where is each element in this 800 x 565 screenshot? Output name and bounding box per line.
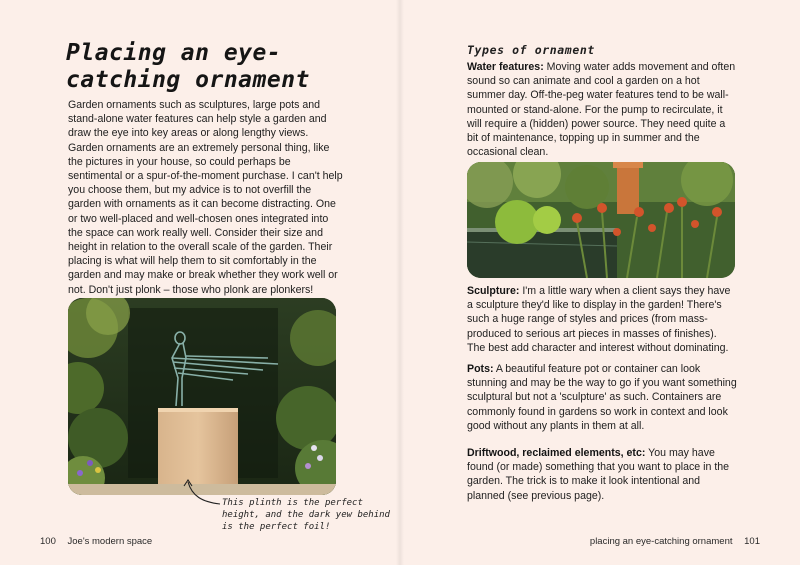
sculpture-illustration	[68, 298, 336, 495]
left-folio	[40, 536, 152, 547]
pots-term: Pots:	[467, 363, 494, 375]
photo-caption: This plinth is the perfect height, and the dark yew behind is the perfect foil!	[222, 498, 390, 532]
water-feature-illustration	[467, 162, 735, 278]
water-features-text: Moving water adds movement and often sound so can animate and cool a garden on a hot summer day. Off-the-peg water features tend to be wall-mounted or stand-alone. For the pump to recirculate, it will require a (hidden) power source. They need quite a bit of maintenance, topping up in summer and the occasional clean.	[467, 61, 736, 159]
sculpture-text: I'm a little wary when a client says they have a sculpture they'd like to display in the garden! There's such a huge range of styles and prices (from mass-produced to serious art pieces in masses of finishes). The best add character and interest without dominating.	[467, 285, 731, 354]
sculpture-term: Sculpture:	[467, 285, 520, 297]
page-number: 100	[40, 536, 56, 547]
intro-paragraph: Garden ornaments such as sculptures, large pots and stand-alone water features can help style a garden and draw the eye into key areas or along lengthy views. Garden ornaments are an extremely personal thing, like the pictures in your house, so could perhaps be sentimental or a spur-of-the-moment purchase. I can't help you choose them, but my advice is to not overfill the garden with ornaments as it can become distracting. One or two well-placed and well-chosen ones integrated into the space can work really well. Consider their size and height in relation to the overall scale of the garden. Their placing is what will help them to sit comfortably in the garden and may make or break whether they work well or not. Don't just plonk – those who plonk are plonkers!	[68, 99, 343, 296]
pots-paragraph	[467, 362, 737, 433]
right-folio	[590, 536, 760, 547]
water-feature-photo	[467, 162, 735, 278]
driftwood-paragraph	[467, 446, 737, 503]
pots-text: A beautiful feature pot or container can look stunning and may be the way to go if you want something sculptural but not a 'sculpture' as such. Containers are commonly found in gardens so work in context and look good without any plants in them at all.	[467, 363, 737, 432]
driftwood-term: Driftwood, reclaimed elements, etc:	[467, 447, 646, 459]
water-features-term: Water features:	[467, 61, 544, 73]
sculpture-photo	[68, 298, 336, 495]
caption-arrow-icon	[182, 478, 222, 508]
water-features-paragraph	[467, 60, 737, 159]
right-page-number: 101	[744, 536, 760, 547]
driftwood-text: You may have found (or made) something that you want to place in the garden. The trick is to make it look intentional and planned (see previous page).	[467, 447, 730, 502]
running-head: Joe's modern space	[67, 536, 153, 547]
page-title: Placing an eye-catching ornament	[66, 40, 310, 93]
section-title: Types of ornament	[467, 43, 595, 57]
sculpture-paragraph	[467, 284, 737, 355]
right-running-head: placing an eye-catching ornament	[589, 536, 733, 547]
